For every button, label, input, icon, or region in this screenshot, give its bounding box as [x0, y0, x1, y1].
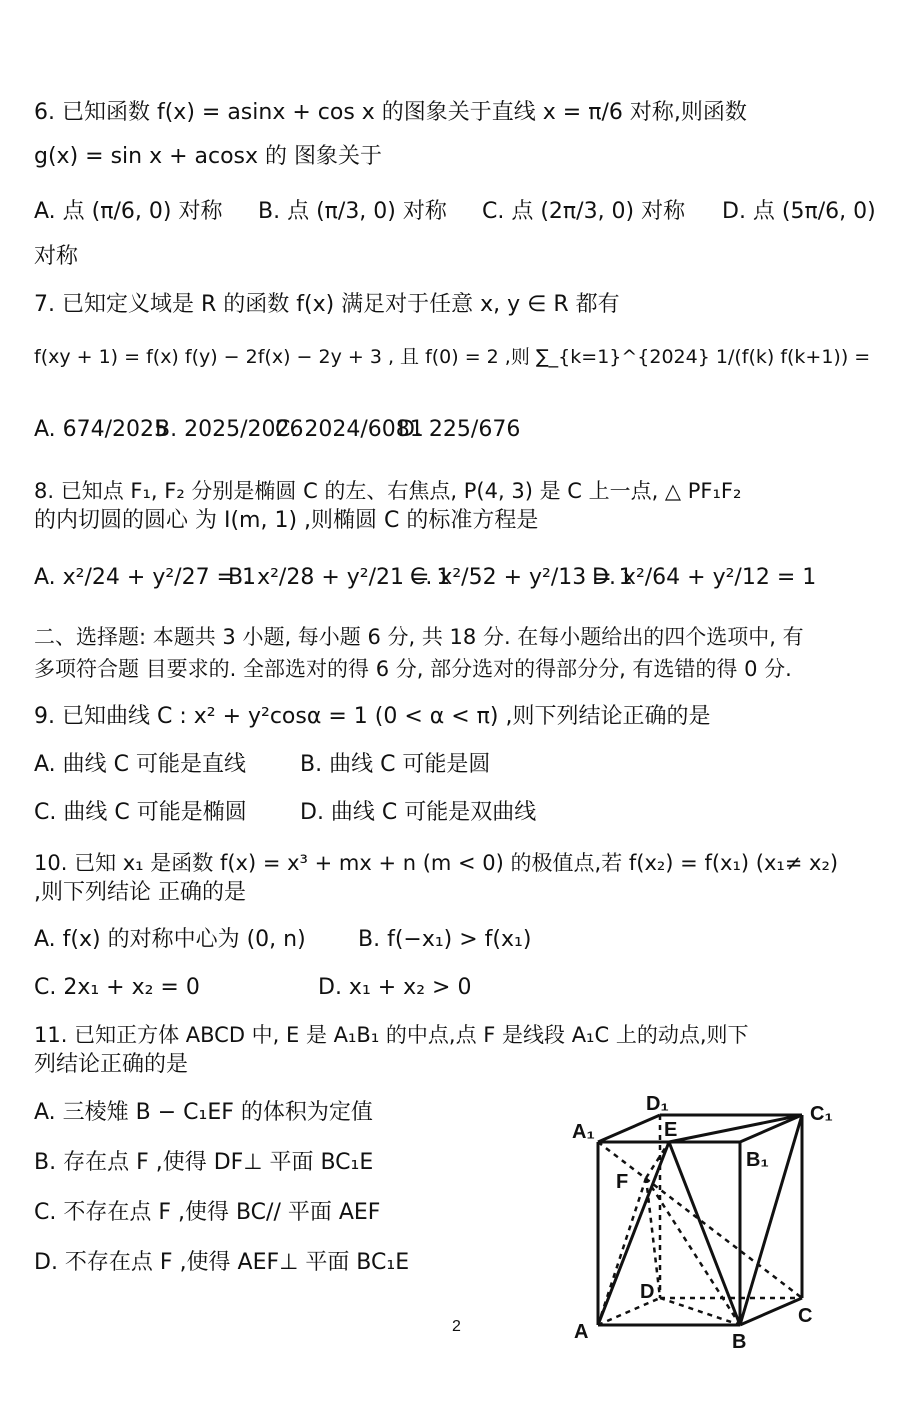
- page-number: 2: [452, 1318, 461, 1335]
- segment-C1-B: [740, 1115, 802, 1325]
- q11-option-c: C. 不存在点 F ,使得 BC// 平面 AEF: [34, 1200, 381, 1225]
- q7-option-b: B. 2025/2026: [155, 417, 304, 442]
- q6-option-d: D. 点 (5π/6, 0): [722, 199, 876, 224]
- q6-option-a: A. 点 (π/6, 0) 对称: [34, 199, 223, 224]
- q11-option-b: B. 存在点 F ,使得 DF⊥ 平面 BC₁E: [34, 1150, 374, 1175]
- q11-option-a: A. 三棱雉 B − C₁EF 的体积为定值: [34, 1100, 373, 1125]
- q7-stem-line2: f(xy + 1) = f(x) f(y) − 2f(x) − 2y + 3 , 且 f(0) = 2 ,则 ∑_{k=1}^{2024} 1/(f(k) f(k+1)) =: [34, 346, 871, 368]
- q10-stem-line1: 10. 已知 x₁ 是函数 f(x) = x³ + mx + n (m < 0) 的极值点,若 f(x₂) = f(x₁) (x₁≠ x₂): [34, 851, 839, 875]
- q10-option-d: D. x₁ + x₂ > 0: [318, 975, 472, 1000]
- q10-option-b: B. f(−x₁) > f(x₁): [358, 927, 532, 952]
- q10-option-a: A. f(x) 的对称中心为 (0, n): [34, 927, 306, 952]
- q8-option-c: C. x²/52 + y²/13 = 1: [410, 565, 633, 590]
- q7-option-d: D. 225/676: [398, 417, 521, 442]
- q9-option-c: C. 曲线 C 可能是椭圆: [34, 800, 247, 825]
- q7-option-a: A. 674/2025: [34, 417, 169, 442]
- q8-stem-line2: 的内切圆的圆心 为 I(m, 1) ,则椭圆 C 的标准方程是: [34, 508, 539, 533]
- q6-option-b: B. 点 (π/3, 0) 对称: [258, 199, 447, 224]
- q10-option-c: C. 2x₁ + x₂ = 0: [34, 975, 200, 1000]
- label-F: F: [616, 1171, 629, 1193]
- q11-option-d: D. 不存在点 F ,使得 AEF⊥ 平面 BC₁E: [34, 1250, 410, 1275]
- section2-instructions-line1: 二、选择题: 本题共 3 小题, 每小题 6 分, 共 18 分. 在每小题给出的四个选项中, 有: [34, 625, 804, 649]
- label-D1: D₁: [646, 1093, 669, 1115]
- q8-option-d: D. x²/64 + y²/12 = 1: [592, 565, 817, 590]
- q11-stem-line1: 11. 已知正方体 ABCD 中, E 是 A₁B₁ 的中点,点 F 是线段 A₁C 上的动点,则下: [34, 1023, 749, 1047]
- label-B: B: [732, 1331, 747, 1353]
- q8-option-b: B. x²/28 + y²/21 = 1: [228, 565, 451, 590]
- edge-A1-D1: [598, 1115, 660, 1142]
- q9-option-a: A. 曲线 C 可能是直线: [34, 752, 246, 777]
- q9-option-b: B. 曲线 C 可能是圆: [300, 752, 491, 777]
- edge-B1-C1: [740, 1115, 802, 1142]
- q7-option-c: C. 2024/6081: [275, 417, 424, 442]
- label-D: D: [640, 1281, 655, 1303]
- q8-stem-line1: 8. 已知点 F₁, F₂ 分别是椭圆 C 的左、右焦点, P(4, 3) 是 C 上一点, △ PF₁F₂: [34, 479, 742, 503]
- q8-option-a: A. x²/24 + y²/27 = 1: [34, 565, 256, 590]
- q6-stem-line2: g(x) = sin x + acosx 的 图象关于: [34, 144, 383, 169]
- q9-option-d: D. 曲线 C 可能是双曲线: [300, 800, 537, 825]
- section2-instructions-line2: 多项符合题 目要求的. 全部选对的得 6 分, 部分选对的得部分分, 有选错的得 0 分.: [34, 657, 792, 681]
- q9-stem: 9. 已知曲线 C : x² + y²cosα = 1 (0 < α < π) ,则下列结论正确的是: [34, 704, 711, 729]
- q10-stem-line2: ,则下列结论 正确的是: [34, 880, 246, 905]
- label-B1: B₁: [746, 1149, 769, 1171]
- q11-stem-line2: 列结论正确的是: [34, 1052, 189, 1077]
- label-C: C: [798, 1305, 813, 1327]
- label-E: E: [664, 1119, 678, 1141]
- label-A1: A₁: [572, 1121, 595, 1143]
- dashed-D-B: [660, 1298, 740, 1325]
- dashed-F-A: [598, 1178, 646, 1325]
- segment-E-C1: [669, 1115, 802, 1142]
- edge-B-C: [740, 1298, 802, 1325]
- q6-stem-line1: 6. 已知函数 f(x) = asinx + cos x 的图象关于直线 x = π/6 对称,则函数: [34, 100, 747, 125]
- label-A: A: [574, 1321, 589, 1343]
- q6-tail: 对称: [34, 244, 79, 269]
- cube-figure: [560, 1090, 880, 1360]
- q7-stem-line1: 7. 已知定义域是 R 的函数 f(x) 满足对于任意 x, y ∈ R 都有: [34, 292, 620, 317]
- label-C1: C₁: [810, 1103, 833, 1125]
- q6-option-c: C. 点 (2π/3, 0) 对称: [482, 199, 686, 224]
